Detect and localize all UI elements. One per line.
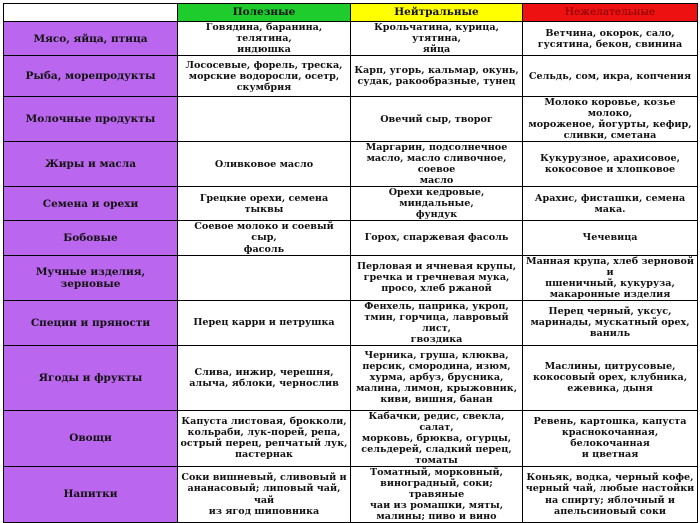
category-cell: Мучные изделия, зерновые xyxy=(4,255,178,300)
header-neutral: Нейтральные xyxy=(351,4,523,22)
table-row xyxy=(4,221,698,255)
category-cell: Овощи xyxy=(4,410,178,466)
category-cell: Специи и пряности xyxy=(4,300,178,345)
neutral-cell: Крольчатина, курица, утятина, яйца xyxy=(351,22,523,56)
category-cell: Мясо, яйца, птица xyxy=(4,22,178,56)
useful-cell: Капуста листовая, брокколи, кольраби, лук-порей, репа, острый перец, репчатый лук, пастернак xyxy=(178,410,351,466)
food-compatibility-table xyxy=(3,3,698,523)
table-row xyxy=(4,187,698,221)
undesirable-cell: Коньяк, водка, черный кофе, черный чай, любые настойки на спирту; яблочный и апельсиновый соки xyxy=(523,466,698,522)
undesirable-cell: Манная крупа, хлеб зерновой и пшеничный, кукуруза, макаронные изделия xyxy=(523,255,698,300)
header-row xyxy=(4,4,698,22)
useful-cell: Слива, инжир, черешня, алыча, яблоки, чернослив xyxy=(178,345,351,410)
undesirable-cell: Чечевица xyxy=(523,221,698,255)
neutral-cell: Кабачки, редис, свекла, салат, морковь, брюква, огурцы, сельдерей, сладкий перец, томаты xyxy=(351,410,523,466)
useful-cell: Говядина, баранина, телятина, индюшка xyxy=(178,22,351,56)
table-row xyxy=(4,22,698,56)
table-row xyxy=(4,142,698,187)
category-cell: Жиры и масла xyxy=(4,142,178,187)
category-cell: Ягоды и фрукты xyxy=(4,345,178,410)
category-cell: Молочные продукты xyxy=(4,97,178,142)
header-useful: Полезные xyxy=(178,4,351,22)
table-row xyxy=(4,410,698,466)
neutral-cell: Горох, спаржевая фасоль xyxy=(351,221,523,255)
useful-cell: Лососевые, форель, треска, морские водоросли, осетр, скумбрия xyxy=(178,56,351,97)
category-cell: Семена и орехи xyxy=(4,187,178,221)
undesirable-cell: Арахис, фисташки, семена мака. xyxy=(523,187,698,221)
category-cell: Рыба, морепродукты xyxy=(4,56,178,97)
table-row xyxy=(4,255,698,300)
category-cell: Бобовые xyxy=(4,221,178,255)
header-corner-cell xyxy=(4,4,178,22)
useful-cell: Соки вишневый, сливовый и ананасовый; липовый чай, чай из ягод шиповника xyxy=(178,466,351,522)
undesirable-cell: Кукурузное, арахисовое, кокосовое и хлопковое xyxy=(523,142,698,187)
neutral-cell: Маргарин, подсолнечное масло, масло сливочное, соевое масло xyxy=(351,142,523,187)
useful-cell: Грецкие орехи, семена тыквы xyxy=(178,187,351,221)
table-row xyxy=(4,345,698,410)
table-row xyxy=(4,56,698,97)
useful-cell: Оливковое масло xyxy=(178,142,351,187)
undesirable-cell: Ревень, картошка, капуста краснокочанная, белокочанная и цветная xyxy=(523,410,698,466)
useful-cell xyxy=(178,255,351,300)
neutral-cell: Перловая и ячневая крупы, гречка и гречневая мука, просо, хлеб ржаной xyxy=(351,255,523,300)
neutral-cell: Овечий сыр, творог xyxy=(351,97,523,142)
table-row xyxy=(4,97,698,142)
undesirable-cell: Перец черный, уксус, маринады, мускатный орех, ваниль xyxy=(523,300,698,345)
undesirable-cell: Ветчина, окорок, сало, гусятина, бекон, свинина xyxy=(523,22,698,56)
undesirable-cell: Молоко коровье, козье молоко, мороженое, йогурты, кефир, сливки, сметана xyxy=(523,97,698,142)
table-row xyxy=(4,300,698,345)
useful-cell: Соевое молоко и соевый сыр, фасоль xyxy=(178,221,351,255)
neutral-cell: Черника, груша, клюква, персик, смородина, изюм, хурма, арбуз, брусника, малина, лимон, крыжовник, киви, вишня, банан xyxy=(351,345,523,410)
neutral-cell: Карп, угорь, кальмар, окунь, судак, ракообразные, тунец xyxy=(351,56,523,97)
undesirable-cell: Маслины, цитрусовые, кокосовый орех, клубника, ежевика, дыня xyxy=(523,345,698,410)
undesirable-cell: Сельдь, сом, икра, копчения xyxy=(523,56,698,97)
neutral-cell: Томатный, морковный, виноградный, соки; травяные чаи из ромашки, мяты, малины; пиво и вино xyxy=(351,466,523,522)
category-cell: Напитки xyxy=(4,466,178,522)
neutral-cell: Фенхель, паприка, укроп, тмин, горчица, лавровый лист, гвоздика xyxy=(351,300,523,345)
useful-cell: Перец карри и петрушка xyxy=(178,300,351,345)
useful-cell xyxy=(178,97,351,142)
header-undesirable: Нежелательные xyxy=(523,4,698,22)
table-row xyxy=(4,466,698,522)
neutral-cell: Орехи кедровые, миндальные, фундук xyxy=(351,187,523,221)
